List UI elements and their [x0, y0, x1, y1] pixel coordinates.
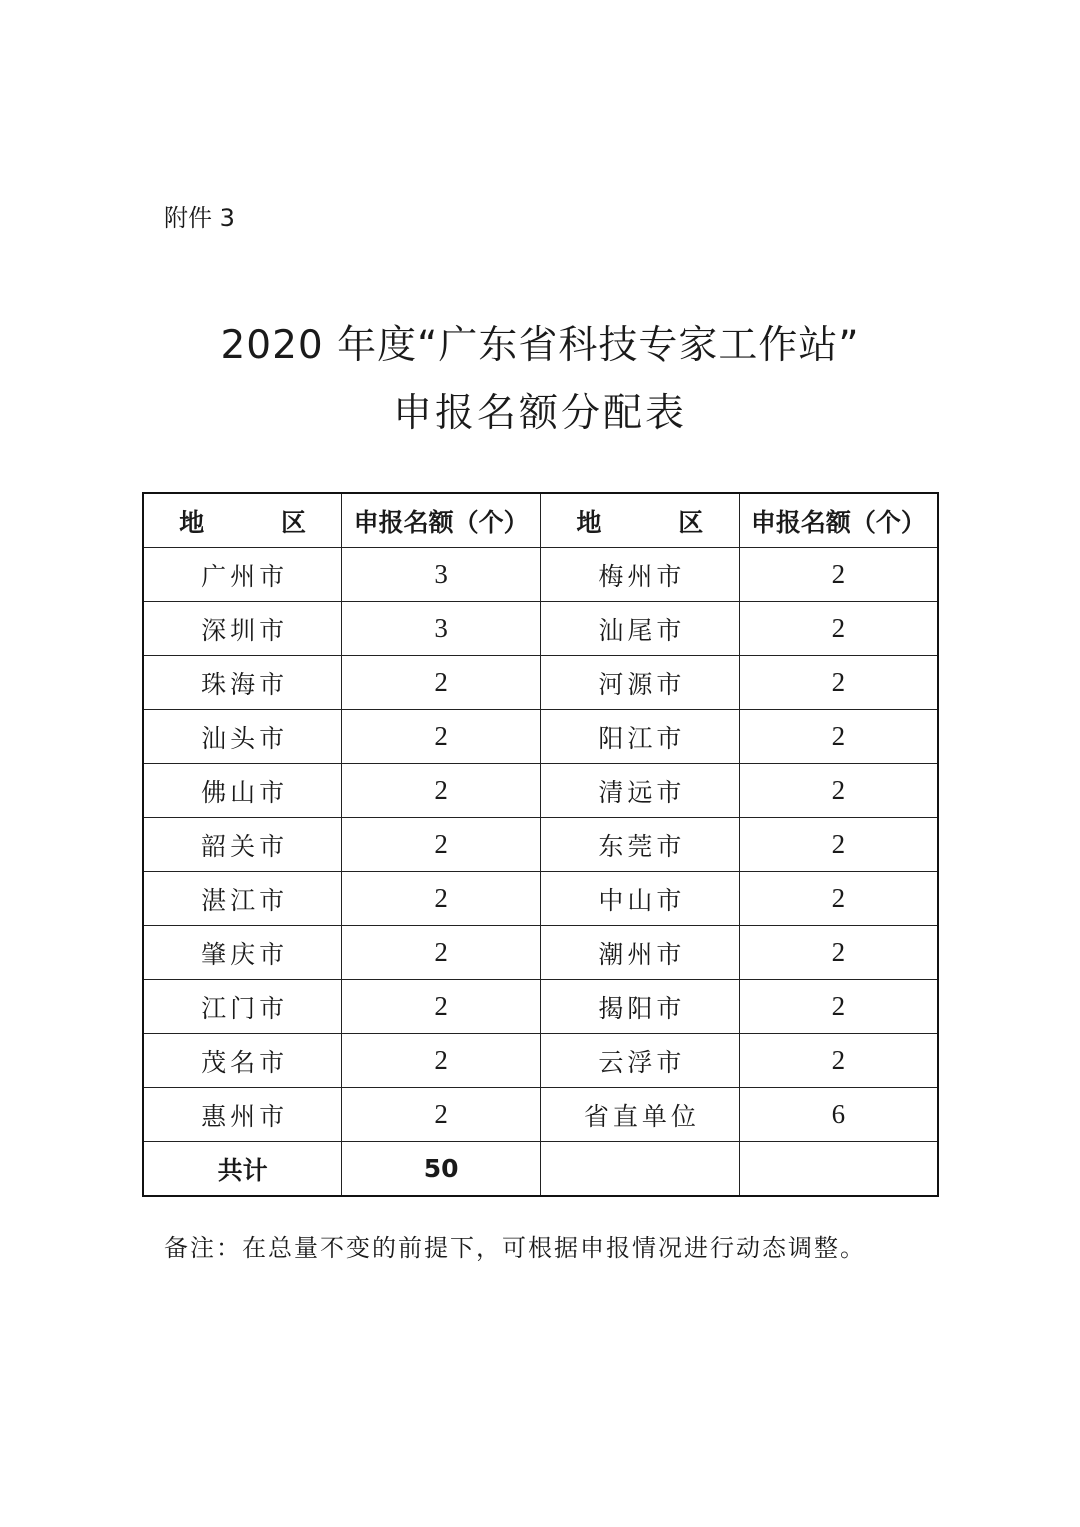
left-quota-cell: 2 [342, 764, 541, 818]
right-quota-cell: 2 [739, 548, 938, 602]
left-region-cell: 深圳市 [143, 602, 342, 656]
footnote: 备注：在总量不变的前提下，可根据申报情况进行动态调整。 [164, 1234, 866, 1262]
right-region-cell: 东莞市 [541, 818, 740, 872]
table-row [143, 980, 938, 1034]
right-quota-cell: 2 [739, 602, 938, 656]
left-quota-cell: 3 [342, 548, 541, 602]
left-region-cell: 佛山市 [143, 764, 342, 818]
table-row [143, 1088, 938, 1142]
left-quota-cell: 2 [342, 818, 541, 872]
left-region-cell: 韶关市 [143, 818, 342, 872]
table-row [143, 656, 938, 710]
total-label: 共计 [143, 1142, 342, 1197]
left-region-cell: 湛江市 [143, 872, 342, 926]
header-region-right: 地 区 [541, 493, 740, 548]
right-region-cell: 清远市 [541, 764, 740, 818]
quota-table [142, 492, 939, 1197]
left-region-cell: 茂名市 [143, 1034, 342, 1088]
total-empty-cell [541, 1142, 740, 1197]
table-row [143, 872, 938, 926]
left-quota-cell: 2 [342, 980, 541, 1034]
right-region-cell: 中山市 [541, 872, 740, 926]
table-row [143, 926, 938, 980]
total-empty-cell [739, 1142, 938, 1197]
table-row [143, 1034, 938, 1088]
table-row [143, 548, 938, 602]
left-region-cell: 珠海市 [143, 656, 342, 710]
right-region-cell: 揭阳市 [541, 980, 740, 1034]
left-quota-cell: 3 [342, 602, 541, 656]
right-region-cell: 潮州市 [541, 926, 740, 980]
attachment-label: 附件 3 [164, 204, 235, 232]
header-region-left: 地 区 [143, 493, 342, 548]
left-quota-cell: 2 [342, 1034, 541, 1088]
right-quota-cell: 2 [739, 980, 938, 1034]
page-title-line1: 2020 年度“广东省科技专家工作站” [220, 323, 860, 368]
table-row [143, 818, 938, 872]
table-header-row [143, 493, 938, 548]
right-region-cell: 阳江市 [541, 710, 740, 764]
left-region-cell: 汕头市 [143, 710, 342, 764]
left-region-cell: 惠州市 [143, 1088, 342, 1142]
page-title-line2: 申报名额分配表 [392, 391, 687, 436]
left-region-cell: 广州市 [143, 548, 342, 602]
right-quota-cell: 6 [739, 1088, 938, 1142]
right-quota-cell: 2 [739, 872, 938, 926]
right-quota-cell: 2 [739, 656, 938, 710]
table-total-row [143, 1142, 938, 1197]
table-row [143, 602, 938, 656]
left-quota-cell: 2 [342, 656, 541, 710]
left-region-cell: 江门市 [143, 980, 342, 1034]
left-region-cell: 肇庆市 [143, 926, 342, 980]
left-quota-cell: 2 [342, 872, 541, 926]
left-quota-cell: 2 [342, 926, 541, 980]
right-region-cell: 省直单位 [541, 1088, 740, 1142]
right-quota-cell: 2 [739, 764, 938, 818]
right-quota-cell: 2 [739, 818, 938, 872]
header-quota-left: 申报名额（个） [342, 493, 541, 548]
table-body [143, 548, 938, 1142]
right-quota-cell: 2 [739, 1034, 938, 1088]
right-region-cell: 汕尾市 [541, 602, 740, 656]
table-row [143, 764, 938, 818]
table-row [143, 710, 938, 764]
left-quota-cell: 2 [342, 710, 541, 764]
right-quota-cell: 2 [739, 710, 938, 764]
right-quota-cell: 2 [739, 926, 938, 980]
left-quota-cell: 2 [342, 1088, 541, 1142]
total-value: 50 [342, 1142, 541, 1197]
right-region-cell: 云浮市 [541, 1034, 740, 1088]
right-region-cell: 河源市 [541, 656, 740, 710]
header-quota-right: 申报名额（个） [739, 493, 938, 548]
right-region-cell: 梅州市 [541, 548, 740, 602]
